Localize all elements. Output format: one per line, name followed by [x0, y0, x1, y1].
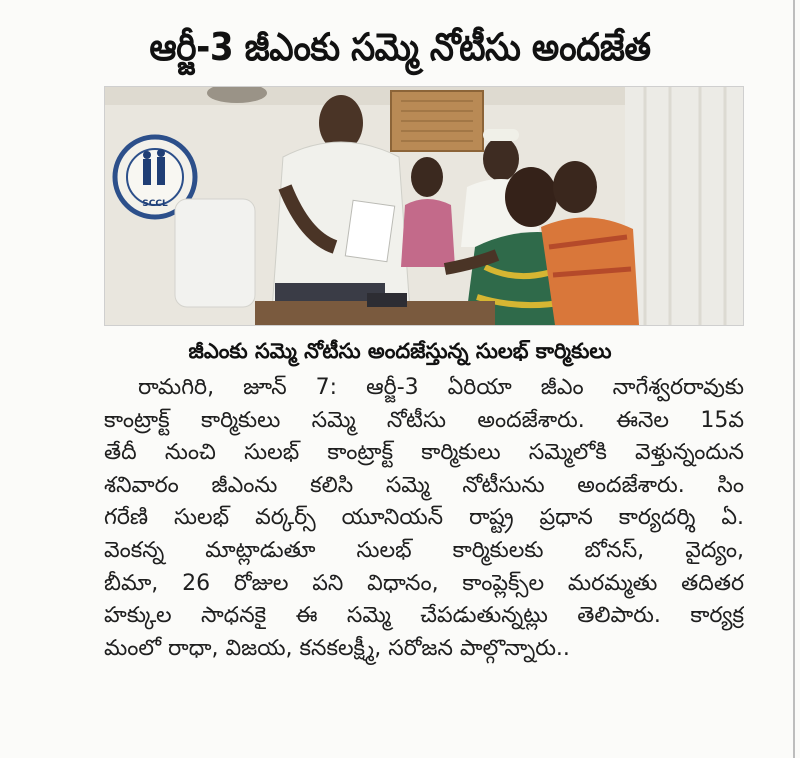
article-line: మంలో రాధా, విజయ, కనకలక్ష్మీ, సరోజన పాల్గొన్నారు..	[104, 635, 570, 661]
article-body	[104, 372, 744, 665]
news-photo	[104, 86, 744, 326]
cropped-previous-article-strip	[0, 0, 800, 12]
article-line: గరేణి సులభ్ వర్కర్స్ యూనియన్ రాష్ట్ర ప్రధాన కార్యదర్శి ఏ.	[104, 505, 744, 531]
svg-text:SCCL: SCCL	[142, 199, 168, 209]
article-line: హక్కుల సాధనకై ఈ సమ్మె చేపడుతున్నట్లు తెలిపారు. కార్యక్ర	[104, 603, 744, 629]
column-divider	[793, 0, 795, 758]
article-line: రామగిరి, జూన్ 7: ఆర్జీ-3 ఏరియా జీఎం నాగేశ్వరరావుకు	[138, 375, 744, 400]
article-line: కాంట్రాక్ట్ కార్మికులు సమ్మె నోటీసు అందజేశారు. ఈనెల 15వ	[104, 407, 744, 433]
headline: ఆర్జీ-3 జీఎంకు సమ్మె నోటీసు అందజేత	[149, 25, 651, 69]
article-line: తేదీ నుంచి సులభ్ కాంట్రాక్ట్ కార్మికులు సమ్మెలోకి వెళ్తున్నందున	[104, 440, 744, 466]
photo-caption: జీఎంకు సమ్మె నోటీసు అందజేస్తున్న సులభ్ కార్మికులు	[188, 339, 612, 363]
article-line: బీమా, 26 రోజుల పని విధానం, కాంప్లెక్స్‌ల మరమ్మతు తదితర	[104, 570, 744, 596]
article-line: వెంకన్న మాట్లాడుతూ సులభ్ కార్మికులకు బోనస్, వైద్యం,	[104, 537, 744, 563]
article-line: శనివారం జీఎంను కలిసి సమ్మె నోటీసును అందజేశారు. సిం	[104, 472, 744, 498]
